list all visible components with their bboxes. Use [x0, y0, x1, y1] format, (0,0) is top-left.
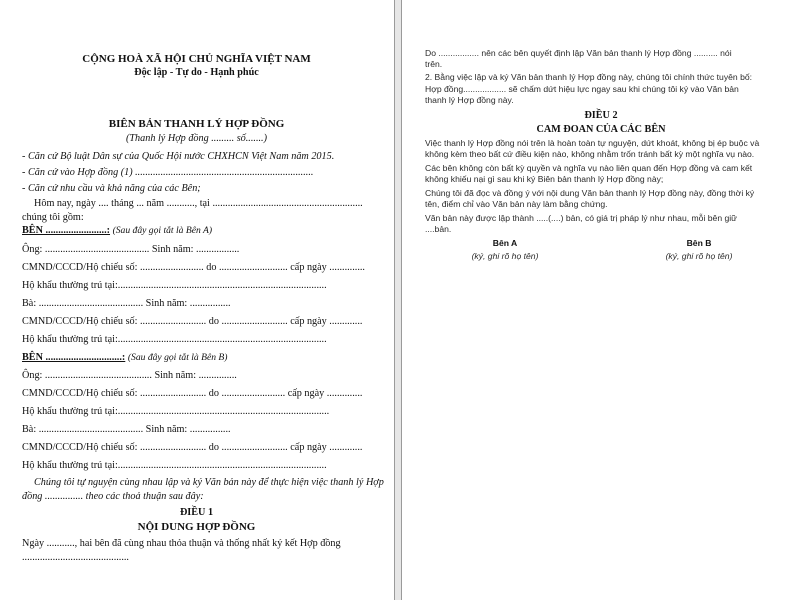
motto: Độc lập - Tự do - Hạnh phúc: [134, 67, 259, 78]
signature-b-note: (ký, ghi rõ họ tên): [665, 251, 733, 261]
article-2-title: CAM ĐOAN CỦA CÁC BÊN: [536, 124, 666, 135]
article-1-title: NỘI DUNG HỢP ĐỒNG: [137, 521, 256, 533]
commitment-line: không khiếu nại gì sau khi ký Biên bản thanh lý Hợp đồng này;: [425, 174, 664, 184]
intro-line: trên.: [425, 59, 443, 69]
commitment-line: Việc thanh lý Hợp đồng nói trên là hoàn toàn tự nguyện, dứt khoát, không bị ép buộc và: [425, 138, 760, 148]
party-field-line: CMND/CCCD/Hộ chiếu số: .......................... do ......................... cấp ngày ..............: [22, 388, 363, 399]
commitment-line: tên, điểm chỉ vào Văn bản này làm bằng chứng.: [425, 199, 608, 209]
signature-b-label: Bên B: [686, 238, 712, 248]
commitment-line: ....bản.: [425, 224, 452, 234]
basis-line: - Căn cứ nhu cầu và khả năng của các Bên;: [22, 183, 201, 194]
contract-page-left: [0, 0, 393, 600]
article-2-label: ĐIỀU 2: [584, 110, 618, 121]
basis-line: - Căn cứ vào Hợp đồng (1) ......................................................................: [22, 167, 314, 178]
document-title: BIÊN BẢN THANH LÝ HỢP ĐỒNG: [108, 118, 285, 130]
article-1-line: Ngày ..........., hai bên đã cùng nhau thỏa thuận và thống nhất ký kết Hợp đồng: [22, 538, 341, 549]
agreement-line: đồng ............... theo các thoả thuận sau đây:: [22, 491, 204, 502]
clause-2-line: 2. Bằng việc lập và ký Văn bản thanh lý Hợp đồng này, chúng tôi chính thức tuyên bố:: [425, 72, 753, 82]
party-b-heading: BÊN ..............................:: [22, 352, 126, 363]
contract-page-right: [402, 0, 800, 600]
party-a-heading-row: [22, 225, 212, 237]
signature-a-note: (ký, ghi rõ họ tên): [471, 251, 539, 261]
country-name: CỘNG HOÀ XÃ HỘI CHỦ NGHĨA VIỆT NAM: [82, 53, 311, 65]
intro-line: Do ................. nên các bên quyết định lập Văn bản thanh lý Hợp đồng .......... nói: [425, 48, 732, 58]
clause-2-line: thanh lý Hợp đồng này.: [425, 95, 514, 105]
party-b-heading-row: [22, 352, 228, 364]
commitment-line: Chúng tôi đã đọc và đồng ý với nội dung Văn bản thanh lý Hợp đồng này, đồng thời ký: [425, 188, 755, 198]
commitment-line: Văn bản này được lập thành .....(....) bản, có giá trị pháp lý như nhau, mỗi bên giữ: [425, 213, 737, 223]
party-field-line: Bà: ......................................... Sinh năm: ................: [22, 424, 231, 435]
article-1-label: ĐIỀU 1: [179, 507, 214, 518]
clause-2-line: Hợp đồng.................. sẽ chấm dứt hiệu lực ngay sau khi chúng tôi ký vào Văn bản: [425, 84, 739, 94]
party-field-line: Hộ khẩu thường trú tại:..................................................................................: [22, 460, 327, 471]
party-field-line: Ông: ......................................... Sinh năm: .................: [22, 244, 240, 255]
party-field-line: Hộ khẩu thường trú tại:..................................................................................: [22, 280, 327, 291]
signature-a-label: Bên A: [492, 238, 518, 248]
party-field-line: Hộ khẩu thường trú tại:...................................................................................: [22, 406, 330, 417]
basis-line: - Căn cứ Bộ luật Dân sự của Quốc Hội nước CHXHCN Việt Nam năm 2015.: [22, 151, 335, 162]
party-field-line: Bà: ......................................... Sinh năm: ................: [22, 298, 231, 309]
present-line: chúng tôi gồm:: [22, 212, 84, 223]
party-field-line: Ông: .......................................... Sinh năm: ...............: [22, 370, 237, 381]
party-a-heading: BÊN ........................:: [22, 225, 111, 236]
party-field-line: CMND/CCCD/Hộ chiếu số: ......................... do ........................... cấp ngày ..............: [22, 262, 365, 273]
party-b-note: (Sau đây gọi tắt là Bên B): [127, 352, 228, 363]
date-line: Hôm nay, ngày .... tháng ... năm ..........., tại ...........................................................: [34, 198, 363, 209]
party-field-line: Hộ khẩu thường trú tại:..................................................................................: [22, 334, 327, 345]
agreement-line: Chúng tôi tự nguyện cùng nhau lập và ký Văn bản này để thực hiện việc thanh lý Hợp: [34, 477, 384, 488]
article-1-line: ..........................................: [22, 552, 129, 563]
party-a-note: (Sau đây gọi tắt là Bên A): [112, 225, 213, 236]
party-field-line: CMND/CCCD/Hộ chiếu số: .......................... do .......................... cấp ngày .............: [22, 442, 363, 453]
commitment-line: Các bên không còn bất kỳ quyền và nghĩa vụ nào liên quan đến Hợp đồng và cam kết: [425, 163, 753, 173]
document-subtitle: (Thanh lý Hợp đồng ......... số.......): [126, 133, 267, 144]
commitment-line: không kèm theo bất cứ điều kiện nào, không nhằm trốn tránh bất kỳ một nghĩa vụ nào.: [425, 149, 755, 159]
party-field-line: CMND/CCCD/Hộ chiếu số: .......................... do .......................... cấp ngày .............: [22, 316, 363, 327]
page-divider: [394, 0, 402, 600]
